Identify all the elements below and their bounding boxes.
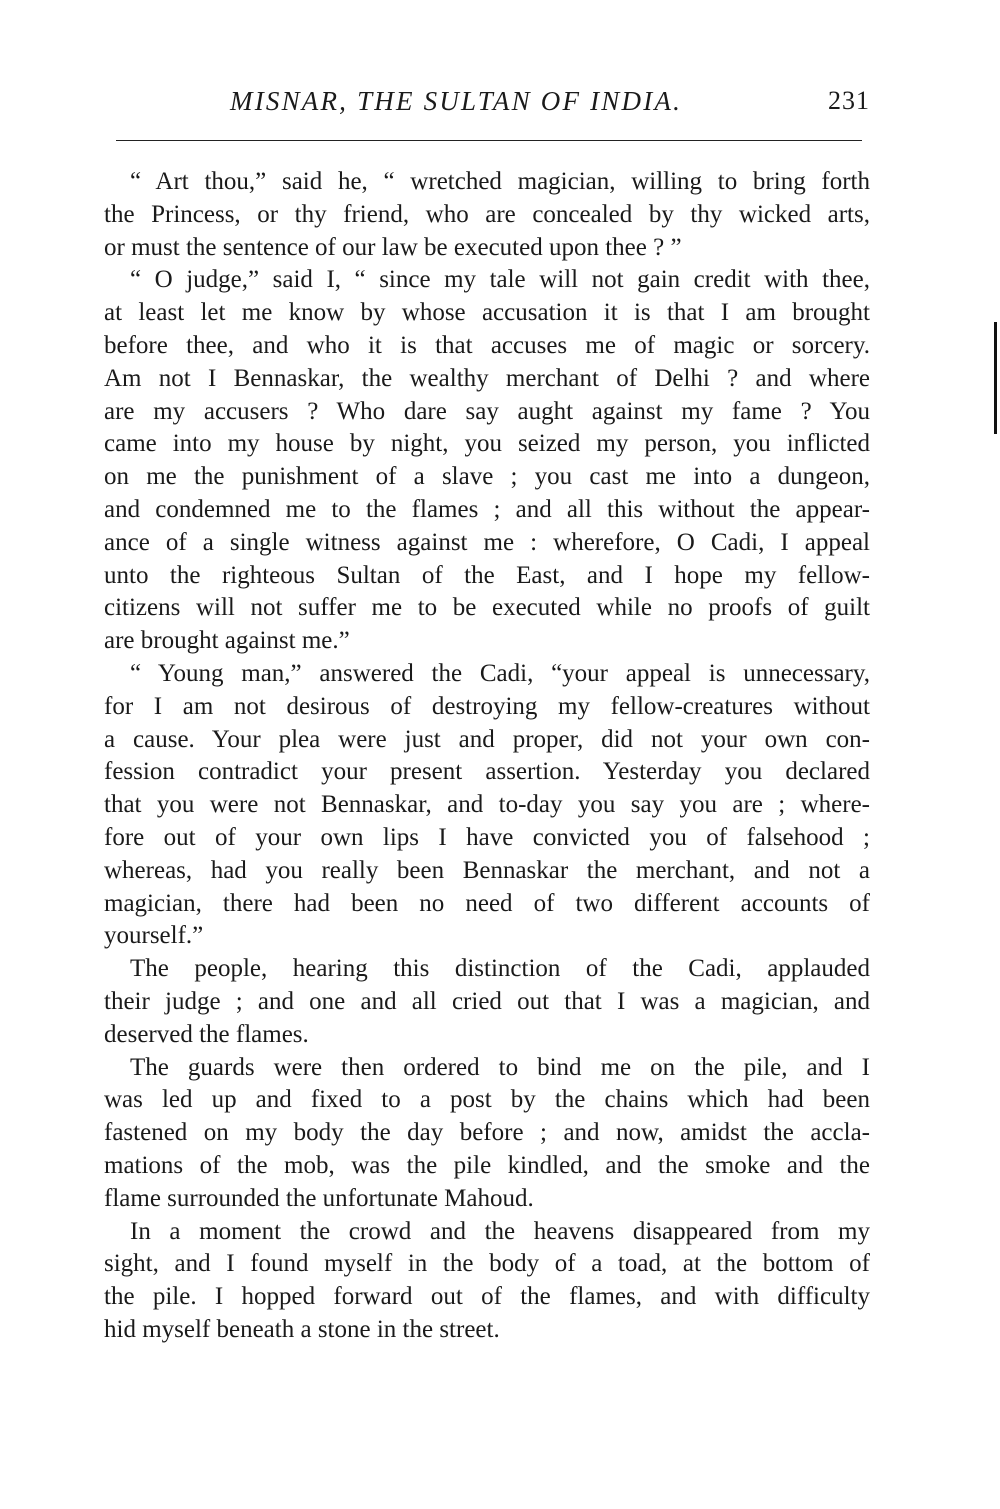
text-line: fore out of your own lips I have convicted you of falsehood ; <box>104 823 870 851</box>
text-line: mations of the mob, was the pile kindled, and the smoke and the <box>104 1151 870 1179</box>
text-line: citizens will not suffer me to be executed while no proofs of guilt <box>104 594 870 622</box>
page-number: 231 <box>828 86 870 115</box>
text-line: at least let me know by whose accusation it is that I am brought <box>104 299 870 327</box>
text-line: on me the punishment of a slave ; you cast me into a dungeon, <box>104 463 870 491</box>
text-line: their judge ; and one and all cried out that I was a magician, and <box>104 987 870 1015</box>
text-line: before thee, and who it is that accuses me of magic or sorcery. <box>104 331 870 359</box>
text-line: “ O judge,” said I, “ since my tale will not gain credit with thee, <box>130 266 870 294</box>
text-line: magician, there had been no need of two different accounts of <box>104 889 870 917</box>
text-line: The guards were then ordered to bind me on the pile, and I <box>130 1053 870 1081</box>
text-line: “ Art thou,” said he, “ wretched magician, willing to bring forth <box>130 168 870 195</box>
text-line: flame surrounded the unfortunate Mahoud. <box>104 1184 534 1212</box>
text-line: ance of a single witness against me : wherefore, O Cadi, I appeal <box>104 528 870 556</box>
text-line: hid myself beneath a stone in the street. <box>104 1315 500 1343</box>
text-line: sight, and I found myself in the body of a toad, at the bottom of <box>104 1250 870 1278</box>
text-line: are brought against me.” <box>104 627 350 655</box>
text-line: unto the righteous Sultan of the East, and I hope my fellow- <box>104 561 870 589</box>
text-line: came into my house by night, you seized my person, you inflicted <box>104 430 870 458</box>
text-line: for I am not desirous of destroying my fellow-creatures without <box>104 692 870 720</box>
header-rule <box>116 140 862 141</box>
text-line: yourself.” <box>104 922 204 950</box>
text-line: In a moment the crowd and the heavens disappeared from my <box>130 1217 870 1245</box>
body-text <box>104 166 870 1347</box>
text-line: Am not I Bennaskar, the wealthy merchant of Delhi ? and where <box>104 364 870 392</box>
text-line: fession contradict your present assertion. Yesterday you declared <box>104 758 870 786</box>
text-line: whereas, had you really been Bennaskar the merchant, and not a <box>104 856 870 884</box>
text-line: the Princess, or thy friend, who are concealed by thy wicked arts, <box>104 200 870 228</box>
text-line: fastened on my body the day before ; and now, amidst the accla- <box>104 1119 870 1147</box>
scan-margin-mark <box>994 322 997 434</box>
text-line: “ Young man,” answered the Cadi, “your appeal is unnecessary, <box>130 659 870 687</box>
text-line: was led up and fixed to a post by the chains which had been <box>104 1086 870 1114</box>
text-line: and condemned me to the flames ; and all this without the appear- <box>104 495 870 523</box>
text-line: The people, hearing this distinction of the Cadi, applauded <box>130 955 870 983</box>
text-line: a cause. Your plea were just and proper, did not your own con- <box>104 725 870 753</box>
page-header <box>104 86 870 126</box>
text-line: that you were not Bennaskar, and to-day you say you are ; where- <box>104 791 870 819</box>
text-line: or must the sentence of our law be executed upon thee ? ” <box>104 233 682 261</box>
text-line: are my accusers ? Who dare say aught against my fame ? You <box>104 397 870 425</box>
text-line: deserved the flames. <box>104 1020 309 1048</box>
running-title: MISNAR, THE SULTAN OF INDIA. <box>230 86 683 116</box>
text-line: the pile. I hopped forward out of the flames, and with difficulty <box>104 1283 870 1311</box>
